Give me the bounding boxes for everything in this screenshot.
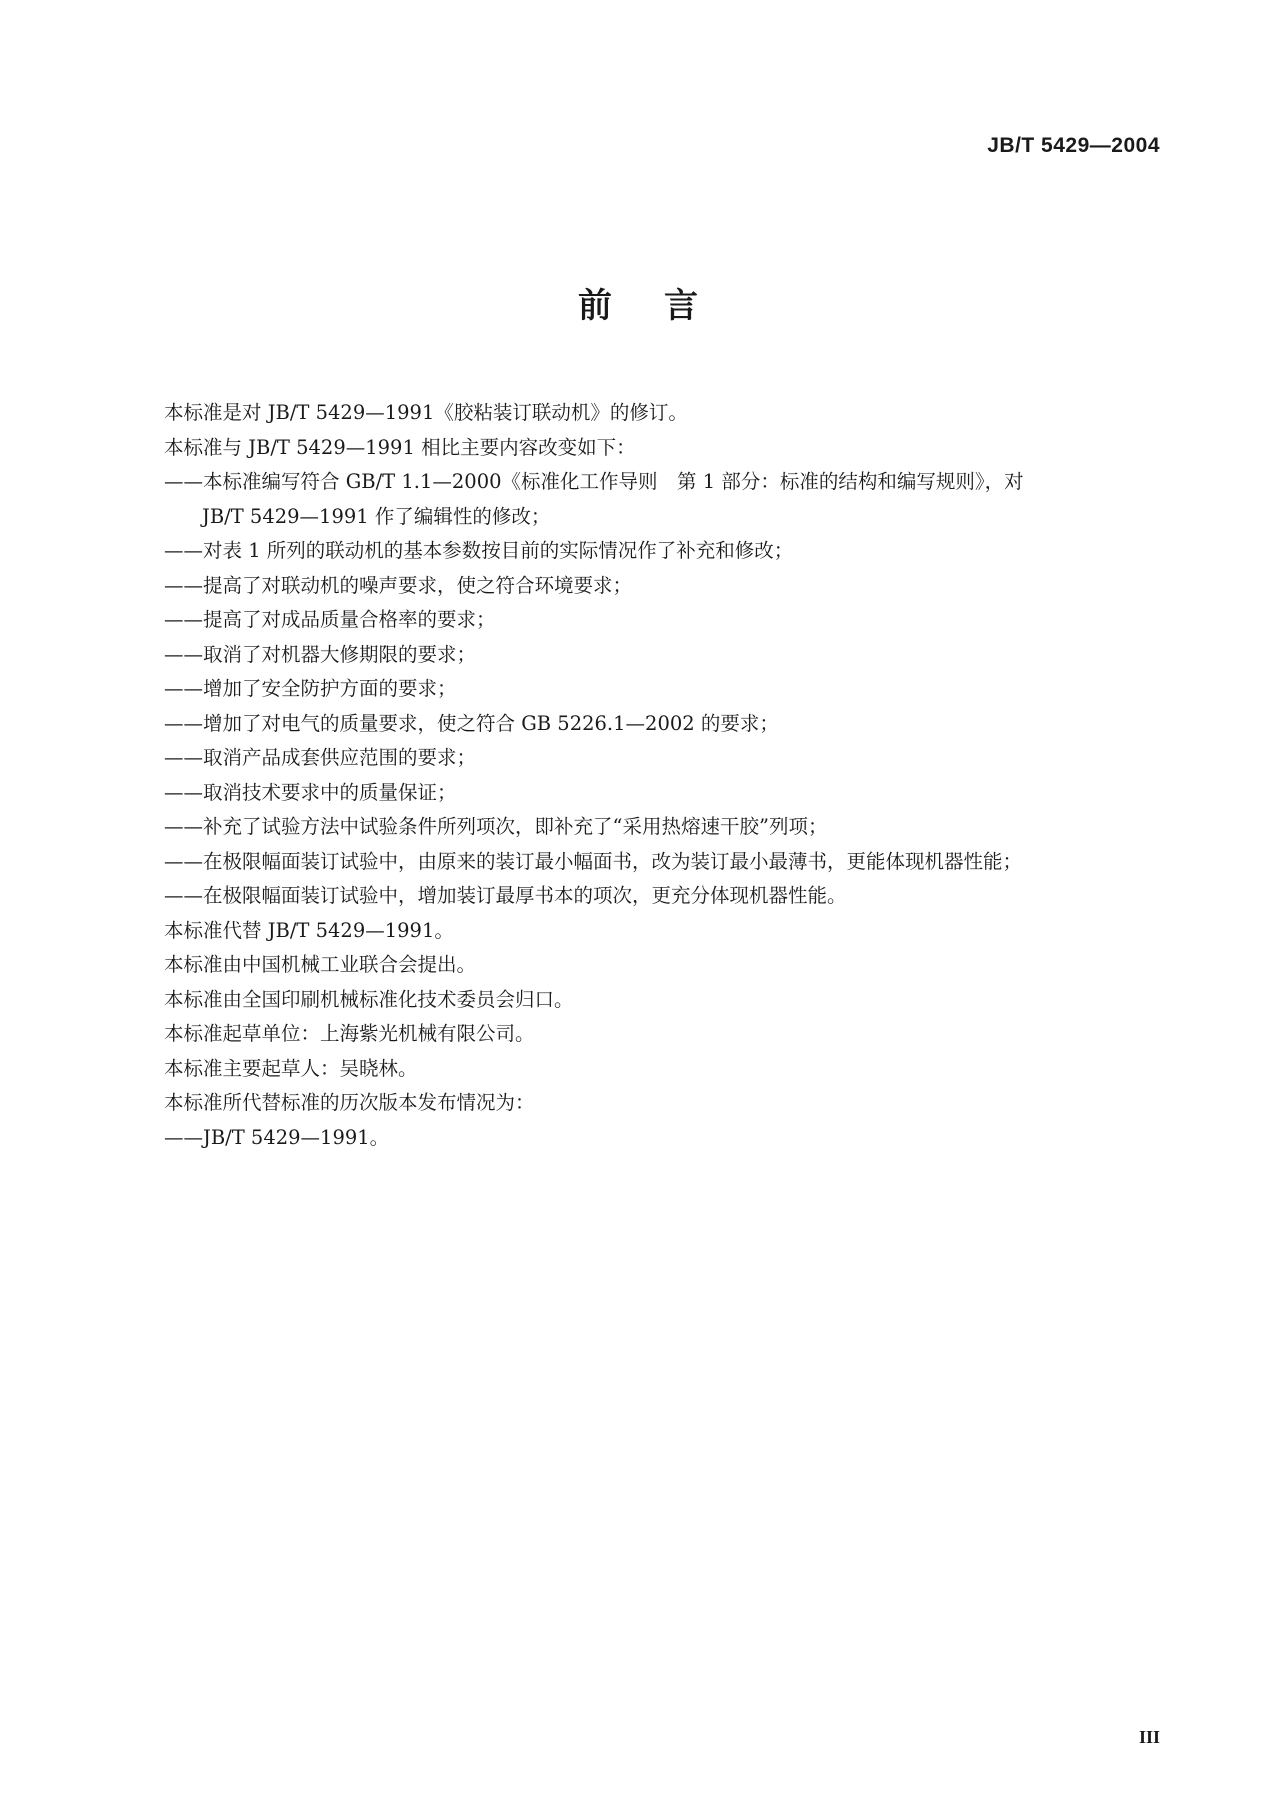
- paragraph-line: 本标准与 JB/T 5429—1991 相比主要内容改变如下：: [164, 435, 636, 459]
- list-item: ——取消技术要求中的质量保证；: [164, 780, 457, 804]
- list-item: ——提高了对成品质量合格率的要求；: [164, 608, 496, 631]
- list-item: ——在极限幅面装订试验中，增加装订最厚书本的项次，更充分体现机器性能。: [164, 884, 847, 907]
- paragraph-line: 本标准是对 JB/T 5429—1991《胶粘装订联动机》的修订。: [164, 401, 688, 424]
- document-body: [164, 396, 1164, 1155]
- page-title: 前言: [578, 286, 750, 326]
- list-item: ——本标准编写符合 GB/T 1.1—2000《标准化工作导则 第 1 部分：标准的结构和编写规则》，对: [164, 470, 1024, 493]
- list-item: ——提高了对联动机的噪声要求，使之符合环境要求；: [164, 573, 633, 597]
- paragraph-line: 本标准由全国印刷机械标准化技术委员会归口。: [164, 987, 574, 1011]
- page-number: III: [1138, 1727, 1160, 1747]
- list-item-continuation: JB/T 5429—1991 作了编辑性的修改；: [202, 504, 551, 528]
- paragraph-line: 本标准起草单位：上海紫光机械有限公司。: [164, 1022, 535, 1045]
- list-item: ——取消产品成套供应范围的要求；: [164, 746, 477, 769]
- list-item: ——补充了试验方法中试验条件所列项次，即补充了“采用热熔速干胶”列项；: [164, 815, 828, 838]
- standard-code: JB/T 5429—2004: [987, 134, 1160, 157]
- paragraph-line: 本标准代替 JB/T 5429—1991。: [164, 918, 454, 942]
- paragraph-line: 本标准所代替标准的历次版本发布情况为：: [164, 1091, 535, 1114]
- paragraph-line: 本标准主要起草人：吴晓林。: [164, 1056, 418, 1080]
- list-item: ——在极限幅面装订试验中，由原来的装订最小幅面书，改为装订最小最薄书，更能体现机器性能；: [164, 849, 1023, 873]
- list-item: ——JB/T 5429—1991。: [164, 1125, 390, 1149]
- list-item: ——对表 1 所列的联动机的基本参数按目前的实际情况作了补充和修改；: [164, 539, 794, 562]
- list-item: ——取消了对机器大修期限的要求；: [164, 642, 477, 666]
- paragraph-line: 本标准由中国机械工业联合会提出。: [164, 953, 477, 976]
- list-item: ——增加了对电气的质量要求，使之符合 GB 5226.1—2002 的要求；: [164, 711, 779, 735]
- list-item: ——增加了安全防护方面的要求；: [164, 677, 457, 700]
